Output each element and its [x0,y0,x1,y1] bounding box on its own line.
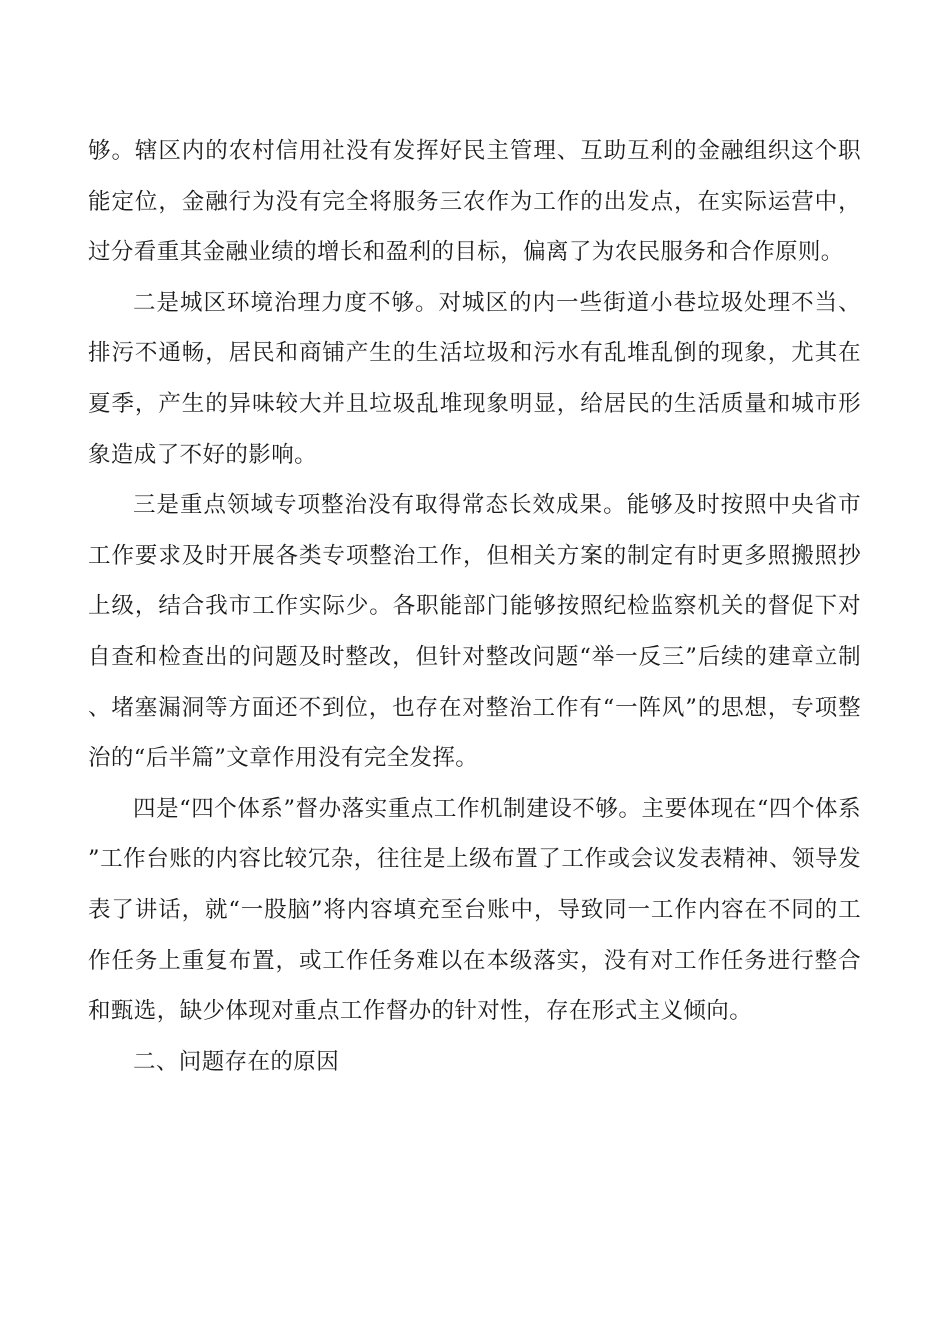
paragraph-special-rectification: 三是重点领域专项整治没有取得常态长效成果。能够及时按照中央省市工作要求及时开展各类专项整治工作，但相关方案的制定有时更多照搬照抄上级，结合我市工作实际少。各职能部门能够按照纪检监察机关的督促下对自查和检查出的问题及时整改，但针对整改问题“举一反三”后续的建章立制、堵塞漏洞等方面还不到位，也存在对整治工作有“一阵风”的思想，专项整治的“后半篇”文章作用没有完全发挥。 [88,492,861,772]
paragraph-four-systems: 四是“四个体系”督办落实重点工作机制建设不够。主要体现在“四个体系”工作台账的内容比较冗杂，往往是上级布置了工作或会议发表精神、领导发表了讲话，就“一股脑”将内容填充至台账中，导致同一工作内容在不同的工作任务上重复布置，或工作任务难以在本级落实，没有对工作任务进行整合和甄选，缺少体现对重点工作督办的针对性，存在形式主义倾向。 [88,795,861,1025]
section-heading-causes: 二、问题存在的原因 [133,1048,340,1075]
document-body [88,126,861,1087]
paragraph-continuation-rural-credit: 够。辖区内的农村信用社没有发挥好民主管理、互助互利的金融组织这个职能定位，金融行为没有完全将服务三农作为工作的出发点，在实际运营中，过分看重其金融业绩的增长和盈利的目标，偏离了为农民服务和合作原则。 [88,138,861,266]
paragraph-urban-environment: 二是城区环境治理力度不够。对城区的内一些街道小巷垃圾处理不当、排污不通畅，居民和商铺产生的生活垃圾和污水有乱堆乱倒的现象，尤其在夏季，产生的异味较大并且垃圾乱堆现象明显，给居民的生活质量和城市形象造成了不好的影响。 [88,289,861,468]
